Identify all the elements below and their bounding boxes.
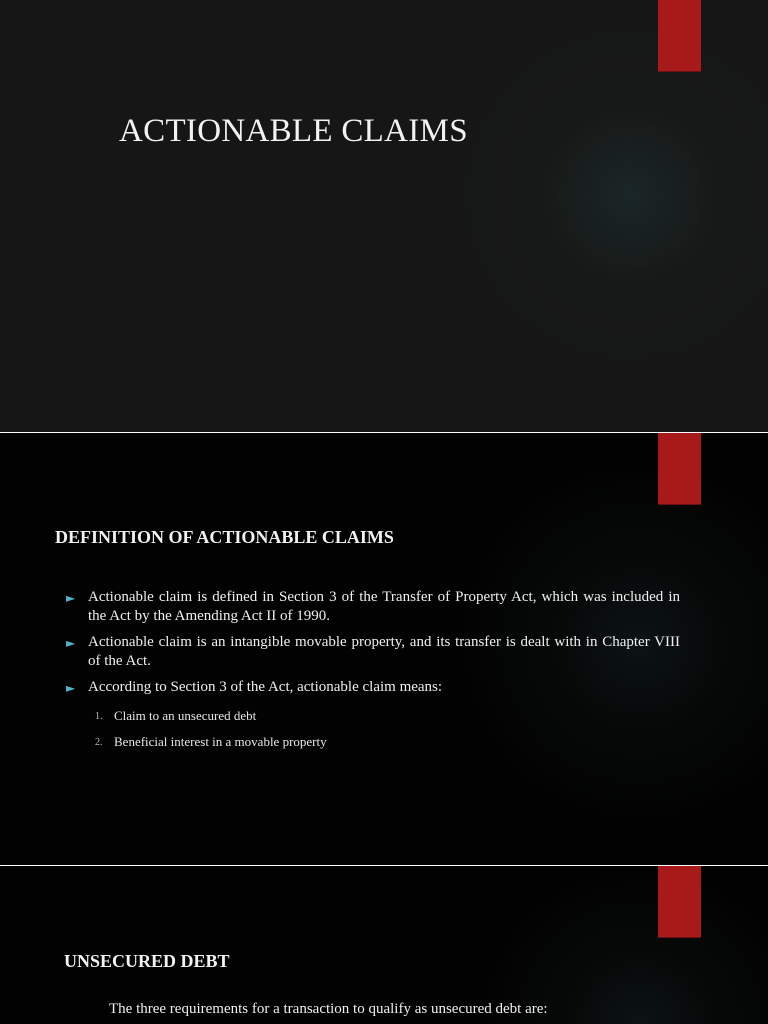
definition-heading: DEFINITION OF ACTIONABLE CLAIMS xyxy=(55,527,394,547)
bullet-text: According to Section 3 of the Act, actionable claim means: xyxy=(88,679,443,695)
bullet-item xyxy=(66,588,680,626)
unsecured-heading: UNSECURED DEBT xyxy=(64,951,230,971)
numbered-text: Beneficial interest in a movable property xyxy=(114,734,327,749)
accent-red-tab xyxy=(658,0,701,71)
slide-title xyxy=(0,0,768,432)
slide-title-text: ACTIONABLE CLAIMS xyxy=(119,113,468,149)
item-number: 2. xyxy=(95,737,103,748)
definition-numbered-list xyxy=(95,707,327,759)
bullet-item xyxy=(66,678,680,697)
bullet-item xyxy=(66,633,680,671)
numbered-item xyxy=(95,733,327,750)
item-number: 1. xyxy=(95,711,103,722)
slide-definition xyxy=(0,433,768,865)
unsecured-body-text: The three requirements for a transaction to qualify as unsecured debt are: xyxy=(109,1001,548,1017)
bullet-arrow-icon: ► xyxy=(66,636,76,650)
accent-red-tab xyxy=(658,433,701,504)
bullet-arrow-icon: ► xyxy=(66,681,76,695)
bullet-text: Actionable claim is defined in Section 3 of the Transfer of Property Act, which was included in the Act by the Amending Act II of 1990. xyxy=(88,589,680,624)
numbered-item xyxy=(95,707,327,724)
bullet-arrow-icon: ► xyxy=(66,591,76,605)
accent-red-tab xyxy=(658,866,701,937)
numbered-text: Claim to an unsecured debt xyxy=(114,708,257,723)
bullet-text: Actionable claim is an intangible movable property, and its transfer is dealt with in Chapter VIII of the Act. xyxy=(88,634,680,669)
definition-bullet-list xyxy=(66,588,680,704)
slide-unsecured-debt xyxy=(0,866,768,1024)
